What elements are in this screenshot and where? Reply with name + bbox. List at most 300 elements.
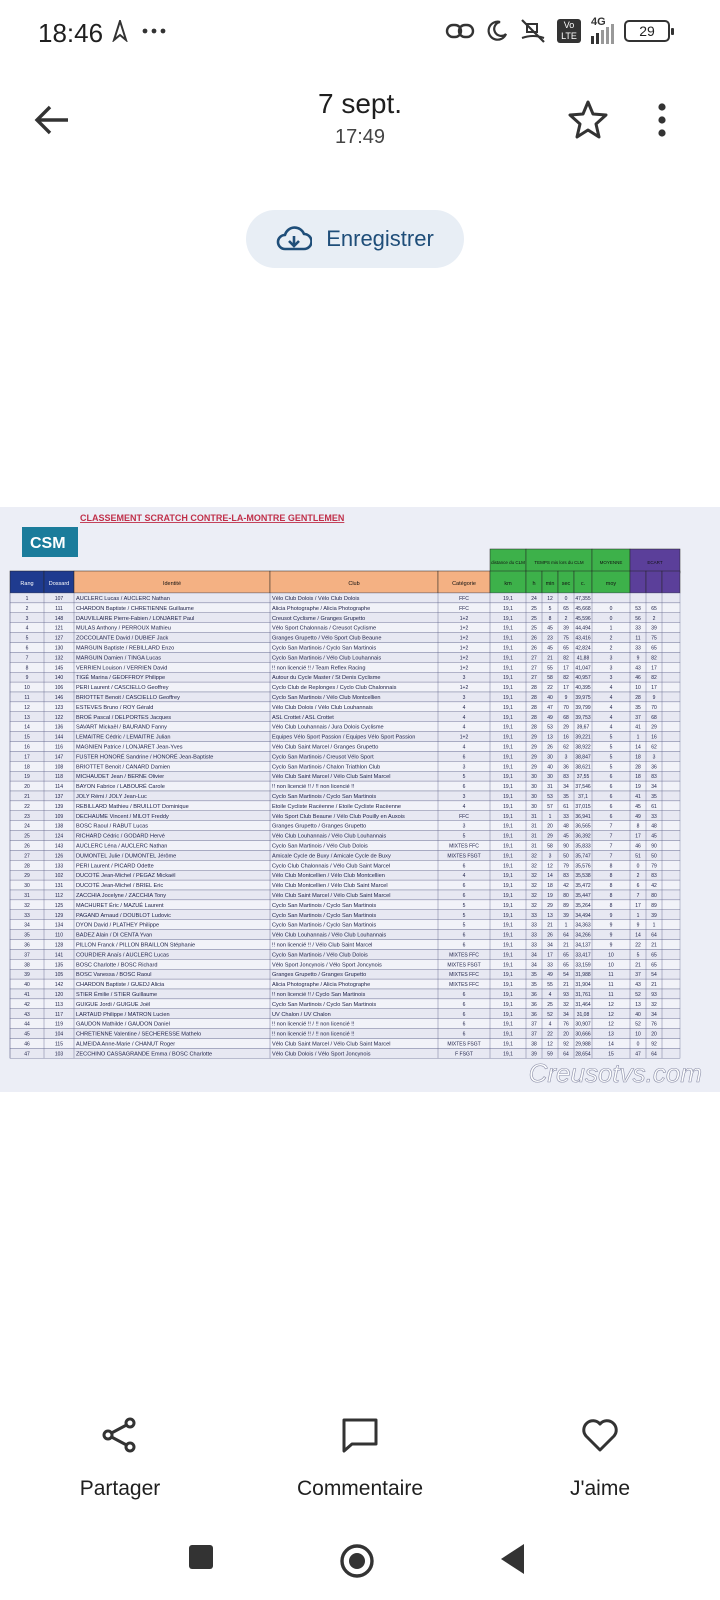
sheet-cell: 33,159	[575, 962, 591, 969]
sheet-cell: 19,1	[503, 1011, 513, 1018]
sheet-cell: 39,753	[575, 714, 591, 721]
sheet-cell: 27	[531, 655, 537, 662]
sheet-cell: 48	[651, 823, 657, 830]
sheet-cell: 37	[531, 1021, 537, 1028]
sheet-cell: 19,1	[503, 932, 513, 939]
sheet-cell: 6	[462, 784, 466, 791]
sheet-cell: BRIOTTET Benoit / CASCIELLO Geoffrey	[76, 695, 180, 701]
sheet-cell: 32	[651, 1001, 657, 1008]
sheet-cell: 19,1	[503, 675, 513, 682]
sheet-cell: 16	[24, 744, 30, 751]
sheet-cell: 37,015	[575, 803, 591, 810]
sheet-cell: 5	[462, 902, 466, 909]
sheet-cell: 83	[563, 873, 569, 880]
comment-button[interactable]	[260, 1405, 460, 1501]
sheet-cell: 37,1	[578, 794, 588, 800]
sheet-cell: 50	[651, 853, 657, 860]
sheet-cell: 0	[564, 596, 568, 602]
sheet-cell: 9	[609, 932, 613, 939]
recents-button[interactable]	[186, 1542, 216, 1577]
sheet-cell: 35	[531, 972, 537, 979]
sheet-cell: !! non licencié !! / !! non licencié !!	[272, 784, 355, 791]
sheet-cell: 29	[531, 734, 537, 741]
sheet-cell: 65	[651, 952, 657, 959]
sheet-cell: 93	[651, 992, 657, 998]
sheet-cell: LARTAUD Philippe / MATRON Lucien	[76, 1011, 170, 1018]
sheet-cell: 5	[462, 774, 466, 781]
sheet-cell: 39,67	[576, 724, 590, 731]
sheet-cell: 29	[563, 724, 569, 731]
sheet-cell: 79	[563, 863, 569, 870]
sheet-cell: 115	[55, 1041, 63, 1048]
sheet-cell: 93	[563, 992, 569, 998]
sheet-cell: 27	[531, 665, 537, 672]
sheet-cell: 25	[531, 615, 537, 622]
sheet-cell: 122	[54, 714, 64, 721]
sheet-cell: Amicale Cycle de Buxy / Amicale Cycle de Buxy	[272, 853, 391, 860]
sheet-cell: 3	[548, 853, 552, 860]
sheet-cell: MIXTES FSGT	[447, 853, 481, 860]
sheet-cell: 33	[635, 625, 641, 632]
sheet-cell: 116	[55, 744, 63, 751]
sheet-cell: 82	[563, 675, 569, 682]
sheet-cell: 47	[547, 704, 553, 711]
sheet-cell: VERRIEN Louison / VERRIEN David	[76, 665, 168, 672]
sheet-cell: 50	[563, 853, 569, 860]
sheet-cell: 7	[609, 823, 613, 830]
sheet-cell: 19,1	[503, 596, 513, 602]
sheet-cell: 37	[24, 952, 30, 959]
sheet-cell: 89	[651, 902, 657, 909]
sheet-cell: 124	[54, 833, 64, 840]
sheet-cell: 70	[651, 704, 657, 711]
sheet-cell: 28	[635, 695, 641, 701]
photo-viewer[interactable]	[0, 507, 720, 1092]
sheet-cell: 39	[563, 912, 569, 919]
sheet-cell: 18	[635, 754, 641, 761]
sheet-cell: PERI Laurent / PICARD Odette	[76, 863, 154, 870]
save-button[interactable]	[246, 210, 464, 268]
sheet-cell: 119	[55, 1021, 63, 1028]
sheet-cell: 29	[531, 754, 537, 761]
sheet-cell: 64	[651, 932, 657, 939]
sheet-cell: 108	[54, 764, 64, 771]
sheet-cell: !! non licencié !! / Team Reflex Racing	[272, 665, 366, 672]
sheet-cell: 17	[651, 685, 657, 692]
sheet-cell: 1	[564, 922, 568, 929]
sheet-cell: Cyclo San Martinois / Vélo Club Montcellien	[272, 695, 381, 701]
sheet-cell: 65	[563, 962, 569, 969]
sheet-cell: 37	[531, 1031, 537, 1038]
sheet-cell: 56	[635, 615, 641, 622]
sheet-cell: 20	[24, 784, 30, 791]
sheet-cell: 7	[609, 843, 613, 850]
sheet-cell: 2	[25, 605, 29, 612]
sheet-cell: 22	[635, 942, 641, 949]
sheet-cell: 6	[25, 645, 29, 652]
sheet-cell: 38	[24, 962, 30, 969]
sheet-cell: 65	[651, 605, 657, 612]
sheet-cell: 34	[24, 922, 30, 929]
sheet-cell: 1+2	[459, 645, 469, 652]
do-not-disturb-icon	[485, 19, 509, 43]
sheet-cell: 11	[608, 972, 614, 979]
sheet-cell: 19	[635, 784, 641, 791]
sheet-cell: 24	[531, 596, 537, 602]
sheet-cell: 49	[547, 714, 553, 721]
sheet-cell: MARGUIN Baptiste / REBILLARD Enzo	[76, 645, 175, 652]
sheet-cell: 30	[24, 883, 30, 890]
sheet-cell: 6	[462, 1001, 466, 1008]
sheet-cell: 45,668	[575, 605, 591, 612]
sheet-cell: 28,654	[575, 1051, 591, 1058]
sheet-cell: 17	[651, 665, 657, 672]
sheet-cell: Vélo Sport Chalonnais / Creusot Cyclisme	[272, 625, 377, 632]
sheet-cell: 79	[651, 863, 657, 870]
sheet-cell: 30	[531, 794, 537, 800]
sheet-cell: 6	[609, 774, 613, 781]
sheet-cell: 13	[547, 912, 553, 919]
sheet-cell: 12	[547, 863, 553, 870]
sheet-cell: 26	[531, 635, 537, 642]
sheet-cell: Cyclo Club de Replonges / Cyclo Club Chalonnais	[272, 685, 397, 692]
sheet-cell: 20	[563, 1031, 569, 1038]
sheet-cell: 146	[54, 695, 64, 701]
sheet-cell: 29	[531, 764, 537, 771]
sheet-cell: 102	[54, 873, 64, 880]
sheet-col-label-7: min	[545, 581, 555, 587]
sheet-cell: 8	[25, 665, 29, 672]
sheet-cell: 19,1	[503, 754, 513, 761]
sheet-cell: 83	[651, 774, 657, 781]
sheet-group-label-2: MOYENNE	[599, 560, 623, 565]
sheet-cell: 1+2	[459, 685, 469, 692]
sheet-cell: 76	[651, 1021, 657, 1028]
sheet-cell: 40	[635, 1011, 641, 1018]
sheet-cell: 29	[547, 833, 553, 840]
sheet-cell: 38,621	[575, 764, 591, 771]
sheet-cell: 104	[54, 1031, 64, 1038]
sheet-cell: 6	[462, 1031, 466, 1038]
sheet-cell: TIGÉ Marina / GEOFFROY Philippe	[76, 675, 166, 682]
sheet-cell: Autour du Cycle Master / St Denis Cyclisme	[272, 675, 381, 682]
sheet-cell: 58	[547, 843, 553, 850]
sheet-cell: 15	[608, 1051, 614, 1058]
sheet-cell: Vélo Sport Club Beaune / Vélo Club Pouilly en Auxois	[272, 813, 405, 820]
sheet-cell: 33	[531, 942, 537, 949]
sheet-cell: 8	[609, 873, 613, 880]
sheet-cell: 141	[54, 952, 64, 959]
sheet-cell: 0	[636, 863, 640, 870]
sheet-cell: 19,1	[503, 685, 513, 692]
sheet-cell: Vélo Club Dolois / Vélo Club Louhannais	[272, 704, 373, 711]
sheet-cell: RICHARD Cédric / GODARD Hervé	[76, 833, 165, 840]
sheet-cell: 34,494	[575, 912, 591, 919]
sheet-cell: 45	[651, 833, 657, 840]
sheet-cell: 44,494	[575, 625, 591, 632]
sheet-cell: 33	[531, 912, 537, 919]
sheet-cell: 7	[609, 833, 613, 840]
sheet-cell: 1	[652, 922, 656, 929]
cloud-download-icon	[276, 225, 312, 253]
sheet-cell: 34	[651, 784, 657, 791]
sheet-cell: 9	[636, 922, 640, 929]
sheet-cell: 112	[55, 893, 63, 899]
sheet-group-label-0: distance du CLM	[491, 560, 525, 565]
sheet-title: CLASSEMENT SCRATCH CONTRE-LA-MONTRE GENTLEMEN	[80, 513, 345, 523]
sheet-cell: 40,957	[575, 675, 591, 682]
sheet-cell: 19,1	[503, 635, 513, 642]
more-notifications-icon	[142, 27, 166, 35]
sheet-cell: 49	[547, 972, 553, 979]
sheet-cell: Vélo Club Louhannais / Vélo Club Louhannais	[272, 833, 387, 840]
sheet-cell: 4	[548, 1021, 552, 1028]
sheet-cell: 38,847	[575, 754, 591, 761]
share-label: Partager	[79, 1477, 161, 1500]
sheet-cell: Alicia Photographe / Alicia Photographe	[272, 982, 371, 989]
sheet-cell: 40	[547, 695, 553, 701]
sheet-cell: 36,392	[575, 833, 591, 840]
sheet-cell: 14	[635, 932, 641, 939]
sheet-cell: 41,88	[576, 655, 590, 662]
sheet-cell: BOSC Vanessa / BOSC Raoul	[76, 972, 152, 979]
sheet-cell: 33	[531, 932, 537, 939]
sheet-cell: 5	[609, 744, 613, 751]
sheet-cell: 5	[636, 952, 640, 959]
comment-icon	[340, 1415, 380, 1455]
sheet-cell: 9	[564, 695, 568, 701]
sheet-cell: 32	[531, 902, 537, 909]
photo-date: 7 sept.	[317, 88, 403, 119]
sheet-cell: DECHAUME Vincent / MILOT Freddy	[76, 813, 169, 820]
sheet-cell: 19,1	[503, 1001, 513, 1008]
sheet-cell: 31,761	[575, 992, 591, 998]
sheet-cell: 6	[462, 893, 466, 899]
sheet-cell: 132	[54, 655, 64, 662]
sheet-cell: 32	[531, 853, 537, 860]
sheet-cell: COURDIER Anaïs / AUCLERC Lucas	[76, 952, 169, 959]
sheet-cell: 19,1	[503, 704, 513, 711]
sheet-cell: 30	[531, 774, 537, 781]
sheet-cell: PERI Laurent / CASCIELLO Geoffrey	[76, 685, 169, 692]
sheet-cell: 21	[547, 655, 553, 662]
sheet-cell: Granges Grupetto / Granges Grupetto	[272, 823, 367, 830]
sheet-cell: 34,363	[575, 922, 591, 929]
sheet-cell: MIXTES FFC	[449, 982, 479, 989]
sheet-cell: 6	[609, 794, 613, 800]
sheet-cell: 1+2	[459, 625, 469, 632]
sheet-cell: 21	[651, 982, 657, 989]
sheet-cell: 13	[635, 1001, 641, 1008]
link-icon	[445, 20, 475, 42]
sheet-cell: 53	[635, 605, 641, 612]
sheet-cell: 19,1	[503, 912, 513, 919]
sheet-col-header-12	[646, 571, 662, 593]
favorite-button[interactable]	[566, 98, 610, 142]
sheet-cell: 10	[24, 685, 30, 692]
system-nav-bar	[0, 1530, 720, 1600]
sheet-cell: F FSGT	[455, 1051, 473, 1058]
sheet-cell: 80	[563, 893, 569, 899]
sheet-group-label-3: ECART	[647, 560, 663, 565]
star-icon	[566, 98, 610, 142]
sheet-cell: 8	[609, 893, 613, 899]
sheet-cell: 13	[24, 714, 30, 721]
sheet-cell: 2	[609, 645, 613, 652]
sheet-cell: 12	[608, 1011, 614, 1018]
sheet-cell: DUMONTEL Julie / DUMONTEL Jérôme	[76, 853, 177, 860]
sheet-cell: 145	[54, 665, 64, 672]
sheet-cell: 6	[609, 813, 613, 820]
sheet-cell: 39	[531, 1051, 537, 1058]
sheet-cell: 36	[531, 1011, 537, 1018]
sheet-cell: 32	[531, 863, 537, 870]
sheet-cell: 5	[609, 754, 613, 761]
sheet-cell: 47,355	[575, 596, 591, 602]
sheet-cell: FFC	[459, 596, 469, 602]
sheet-cell: STIER Émilie / STIER Guillaume	[76, 992, 158, 998]
sheet-cell: 35	[635, 704, 641, 711]
sheet-cell: 14	[24, 724, 30, 731]
sheet-cell: 19,1	[503, 1041, 513, 1048]
sheet-cell: ZECCHINO CASSAGRANDE Emma / BOSC Charlotte	[76, 1051, 213, 1058]
sheet-cell: Vélo Club Saint Marcel / Vélo Club Saint Marcel	[272, 893, 391, 899]
sheet-cell: 34,266	[575, 932, 591, 939]
sheet-cell: 6	[636, 883, 640, 890]
sheet-cell: 35	[563, 794, 569, 800]
sheet-cell: 65	[651, 645, 657, 652]
sheet-cell: 19,1	[503, 992, 513, 998]
sheet-col-label-3: Club	[348, 581, 360, 587]
sheet-cell: 34	[651, 1011, 657, 1018]
status-left-icons	[112, 20, 166, 42]
sheet-col-header-13	[662, 571, 680, 593]
sheet-cell: 42	[24, 1001, 30, 1008]
sheet-cell: 39	[651, 912, 657, 919]
sheet-cell: 5	[609, 764, 613, 771]
sheet-cell: 42	[651, 883, 657, 890]
sheet-cell: 120	[54, 992, 64, 998]
sheet-cell: 143	[54, 843, 64, 850]
sheet-cell: 75	[651, 635, 657, 642]
sheet-cell: 43	[635, 982, 641, 989]
sheet-cell: 29	[651, 724, 657, 731]
sheet-cell: 82	[651, 655, 657, 662]
sheet-cell: 126	[54, 853, 64, 860]
sheet-cell: 19,1	[503, 714, 513, 721]
sheet-cell: Cyclo San Martinois / Cyclo San Martinois	[272, 912, 377, 919]
sheet-cell: 52	[547, 1011, 553, 1018]
sheet-cell: Alicia Photographe / Alicia Photographe	[272, 605, 371, 612]
sheet-cell: 19,1	[503, 625, 513, 632]
sheet-cell: 47	[635, 1051, 641, 1058]
sheet-cell: 15	[24, 734, 30, 741]
sheet-cell: 7	[609, 853, 613, 860]
like-button[interactable]	[500, 1405, 700, 1501]
sheet-cell: DUCOTÉ Jean-Michel / BRIEL Eric	[76, 883, 164, 890]
share-button[interactable]	[20, 1405, 220, 1501]
sheet-cell: 61	[563, 803, 569, 810]
save-label: Enregistrer	[326, 226, 434, 251]
sheet-cell: CHARDON Baptiste / CHRETIENNE Guillaume	[76, 605, 194, 612]
sheet-cell: 19,1	[503, 833, 513, 840]
sheet-cell: FUSTER HONORÉ Sandrine / HONORÉ Jean-Baptiste	[76, 754, 214, 761]
sheet-cell: 39,221	[575, 734, 591, 741]
more-options-button[interactable]	[650, 98, 674, 142]
sheet-cell: 4	[462, 744, 466, 751]
sheet-cell: 12	[24, 704, 30, 711]
sheet-cell: 82	[563, 655, 569, 662]
sheet-cell: 110	[55, 932, 63, 939]
sheet-cell: 34	[531, 952, 537, 959]
sheet-cell: 29	[24, 873, 30, 880]
sheet-cell: 31,988	[575, 972, 591, 979]
sheet-cell: 28	[531, 714, 537, 721]
sheet-cell: !! non licencié !! / Cyclo San Martinois	[272, 992, 366, 998]
share-icon	[100, 1415, 140, 1455]
navigation-icon	[112, 20, 128, 42]
sheet-cell: 37	[635, 972, 641, 979]
sheet-cell: 1	[636, 734, 640, 741]
sheet-cell: 4	[609, 695, 613, 701]
sheet-cell: 30	[547, 754, 553, 761]
back-nav-button[interactable]	[498, 1542, 528, 1581]
sheet-cell: Cyclo San Martinois / Cyclo San Martinois	[272, 902, 377, 909]
sheet-cell: 34	[563, 1011, 569, 1018]
sheet-cell: JOLY Rémi / JOLY Jean-Luc	[76, 794, 147, 800]
sheet-logo-text: CSM	[30, 535, 66, 552]
sheet-col-label-2: Identité	[162, 581, 182, 587]
sheet-col-header-11	[630, 571, 646, 593]
sheet-cell: 61	[651, 803, 657, 810]
sheet-cell: MICHAUDET Jean / BERNE Olivier	[76, 774, 165, 781]
sheet-cell: 36	[651, 764, 657, 771]
sheet-cell: Granges Grupetto / Vélo Sport Club Beaune	[272, 635, 382, 642]
sheet-cell: 36	[563, 764, 569, 771]
sheet-cell: 19,1	[503, 1051, 513, 1058]
sheet-cell: 36,941	[575, 813, 591, 820]
sheet-cell: 20	[651, 1031, 657, 1038]
sheet-cell: 19,1	[503, 843, 513, 850]
sheet-cell: BROÉ Pascal / DELPORTES Jacques	[76, 714, 172, 721]
sheet-cell: 44	[24, 1021, 30, 1028]
sheet-cell: 38,922	[575, 744, 591, 751]
sheet-cell: 27	[531, 675, 537, 682]
home-button[interactable]	[338, 1542, 376, 1585]
sheet-cell: REBILLARD Mathieu / BRUILLOT Dominique	[76, 803, 189, 810]
sheet-cell: 30	[531, 784, 537, 791]
sheet-cell: 90	[563, 843, 569, 850]
sheet-cell: 109	[54, 813, 64, 820]
sheet-cell: 47	[24, 1051, 30, 1058]
sheet-cell: 6	[462, 1021, 466, 1028]
sheet-cell: 41	[635, 724, 641, 731]
sheet-cell: Vélo Club Louhannais / Vélo Club Louhannais	[272, 932, 387, 939]
sheet-cell: 13	[608, 1031, 614, 1038]
sheet-cell: ZOCCOLANTE David / DUBIEF Jack	[76, 635, 169, 642]
sheet-cell: Cyclo San Martinois / Chalon Triathlon Club	[272, 764, 381, 771]
sheet-cell: 3	[609, 675, 613, 682]
sheet-cell: 28	[531, 704, 537, 711]
sheet-cell: 11	[608, 992, 614, 998]
sheet-cell: 25	[531, 605, 537, 612]
sheet-cell: FFC	[459, 813, 469, 820]
sheet-cell: 32	[24, 902, 30, 909]
sheet-cell: DAUVILLAIRE Pierre-Fabien / LONJARET Paul	[76, 615, 195, 622]
status-right-icons	[445, 18, 670, 44]
sheet-cell: 20	[547, 823, 553, 830]
sheet-cell: 89	[563, 902, 569, 909]
